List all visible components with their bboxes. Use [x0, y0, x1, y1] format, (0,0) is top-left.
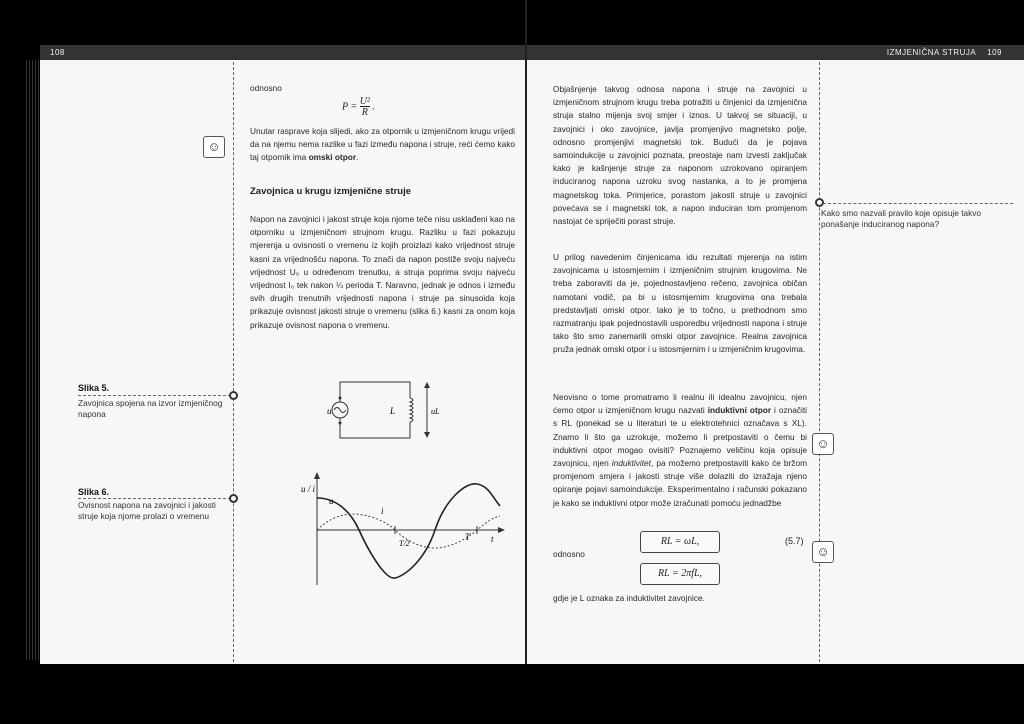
- ohmic-note-bold: omski otpor: [308, 152, 357, 163]
- scan-top: [40, 0, 525, 45]
- fig6-label-u: u: [329, 496, 334, 506]
- right-page: [527, 0, 1024, 664]
- paragraph-1: Objašnjenje takvog odnosa napona i struje na zavojnici u izmjeničnom strujnom krugu treba potražiti u činjenici da izmjenična struja stalno mijenja svoj smjer i iznos. U takvoj se situaciji, u zavojnici i oko zavojnice, javlja promjenjivo magnetsko polje, odnosno promjenjivi magnetski tok. Budući da je pojava samoindukcije u zavojnici poznata, preostaje nam izvesti zaključak kako je kašnjenje struje za naponom uzrokovano opiranjem induciranog napona uzroku svog nastanka, a to je promjena magnetskog toka. Primjerice, porastom jakosti struje u zavojnici povećava se i magnetski tok, a napon induciran tom promjenom nastojat će spriječiti porast struje.: [553, 84, 807, 227]
- final-sentence: gdje je L oznaka za induktivitet zavojnice.: [553, 593, 705, 603]
- paragraph-2: U prilog navedenim činjenicama idu rezultati mjerenja na istim zavojnicama u istosmjernim i izmjeničnim strujnim krugovima. Ne treba zaboraviti da je, pojednostavljeno rečeno, zavojnica običan namotani vodič, pa bi u istosmjernim krugovima ona trebala predstavljati omski otpor. Iako je to točno, u prethodnom smo razmatranju ipak pojednostavili usporedbu vrijednosti napona i struje tako što smo zanemarili omski otpor zavojnice. Realna zavojnica pruža jednak omski otpor i u istosmjernim i u izmjeničnim krugovima.: [553, 252, 807, 355]
- p3-part-a: Neovisno o tome promatramo li realnu ili idealnu zavojnicu, njen ćemo otpor u izmjeničnom krugu nazvati: [553, 392, 807, 416]
- equation-1: RL = ωL,: [640, 531, 720, 553]
- right-page-number: 109: [987, 48, 1002, 57]
- p3-part-b: i označiti s RL (ponekad se u literaturi te u elektrotehnici označava s XL). Znamo li što ga uzrokuje, možemo li pretpostaviti o čemu bi induktivni otpor mogao ovisiti? Poznajemo veličinu koja opisuje zavojnicu, njen: [553, 405, 807, 469]
- thinking-figure-icon: ☺: [203, 136, 225, 158]
- odnosno-right: odnosno: [553, 549, 585, 559]
- right-margin-line: [819, 62, 820, 662]
- fig5-marker: [229, 391, 238, 400]
- fig6-label-yaxis: u / i: [301, 484, 316, 494]
- page-stack-edges: [26, 60, 40, 660]
- p3-bold: induktivni otpor: [707, 405, 772, 416]
- fig6-label-t: t: [491, 534, 494, 544]
- fig5-label-u: u: [327, 406, 332, 416]
- left-page: [40, 0, 525, 664]
- voltage-curve: [317, 484, 500, 578]
- section-heading: Zavojnica u krugu izmjenične struje: [250, 186, 412, 197]
- ohmic-note: [250, 125, 515, 165]
- margin-line: [233, 62, 234, 662]
- fig5-caption: Zavojnica spojena na izvor izmjeničnog napona: [78, 398, 223, 419]
- p3-part-c: , pa možemo pretpostaviti kako će bržom promjenom smjera i jakosti struje više dolaziti do izražaja njeno opiranje pojavi samoindukcije. Eksperimentalno i računski pokazano je kako se induktivni otpor može izračunati pomoću jednadžbe: [553, 458, 807, 508]
- side-question: Kako smo nazvali pravilo koje opisuje takvo ponašanje induciranog napona?: [821, 208, 982, 229]
- intro-word: odnosno: [250, 83, 282, 93]
- fig5-circuit: [305, 376, 455, 448]
- equation-2: RL = 2πfL,: [640, 563, 720, 585]
- scan-bottom: [0, 664, 1024, 724]
- thinking-figure-icon: ☺: [812, 541, 834, 563]
- fig6-label-half: T/2: [399, 539, 410, 548]
- fig6-leader: [78, 498, 231, 499]
- thinking-figure-icon: ☺: [812, 433, 834, 455]
- question-leader: [823, 203, 1013, 204]
- fig6-marker: [229, 494, 238, 503]
- left-page-number: 108: [50, 48, 65, 57]
- right-header: [887, 45, 1002, 60]
- left-header-bar: [40, 45, 525, 60]
- fig5-leader: [78, 395, 231, 396]
- fig6-graph: [295, 470, 515, 588]
- fig6-label-T: T: [465, 532, 471, 542]
- fig5-label-L: L: [390, 406, 396, 416]
- equation-number: (5.7): [785, 536, 804, 546]
- fig5-title: Slika 5.: [78, 383, 110, 393]
- ohmic-note-end: .: [356, 152, 359, 163]
- fig6-title: Slika 6.: [78, 487, 110, 497]
- body-paragraph: Napon na zavojnici i jakost struje koja njome teče nisu usklađeni kao na otporniku u izmjeničnom strujnom krugu. Razliku u fazi pokazuju mjerenja u ovisnosti o vremenu iz kojih proizlazi kako vrijednost struje kasni za vrijednošću napona. To znači da napon postiže svoju najveću vrijednost U₀ u određenom trenutku, a struja poprima svoju najveću vrijednost I₀ tek nakon ¼ perioda T. Naravno, jednak je odnos i između svih drugih trenutnih vrijednosti napona i struje pa sinusoida koja prikazuje ovisnost jakosti struje o vremenu (slika 6.) kasni za onom koja prikazuje ovisnost napona o vremenu.: [250, 214, 515, 330]
- chapter-title: IZMJENIČNA STRUJA: [886, 48, 977, 57]
- right-header-bar: [527, 45, 1024, 60]
- ohmic-note-text: Unutar rasprave koja slijedi, ako za otpornik u izmjeničnom krugu vrijedi da na njemu nema razlike u fazi između napona i struje, reći ćemo kako taj otpornik ima: [250, 126, 515, 163]
- fig6-caption: Ovisnost napona na zavojnici i jakosti struje koja njome prolazi o vremenu: [78, 500, 216, 521]
- fig6-label-i: i: [381, 506, 384, 516]
- power-formula: P = U² R .: [342, 96, 375, 118]
- paragraph-3: [553, 391, 807, 510]
- p3-italic: induktivitet: [611, 458, 651, 469]
- scan-top-right: [527, 0, 1024, 45]
- fig5-label-uL: uL: [431, 407, 440, 416]
